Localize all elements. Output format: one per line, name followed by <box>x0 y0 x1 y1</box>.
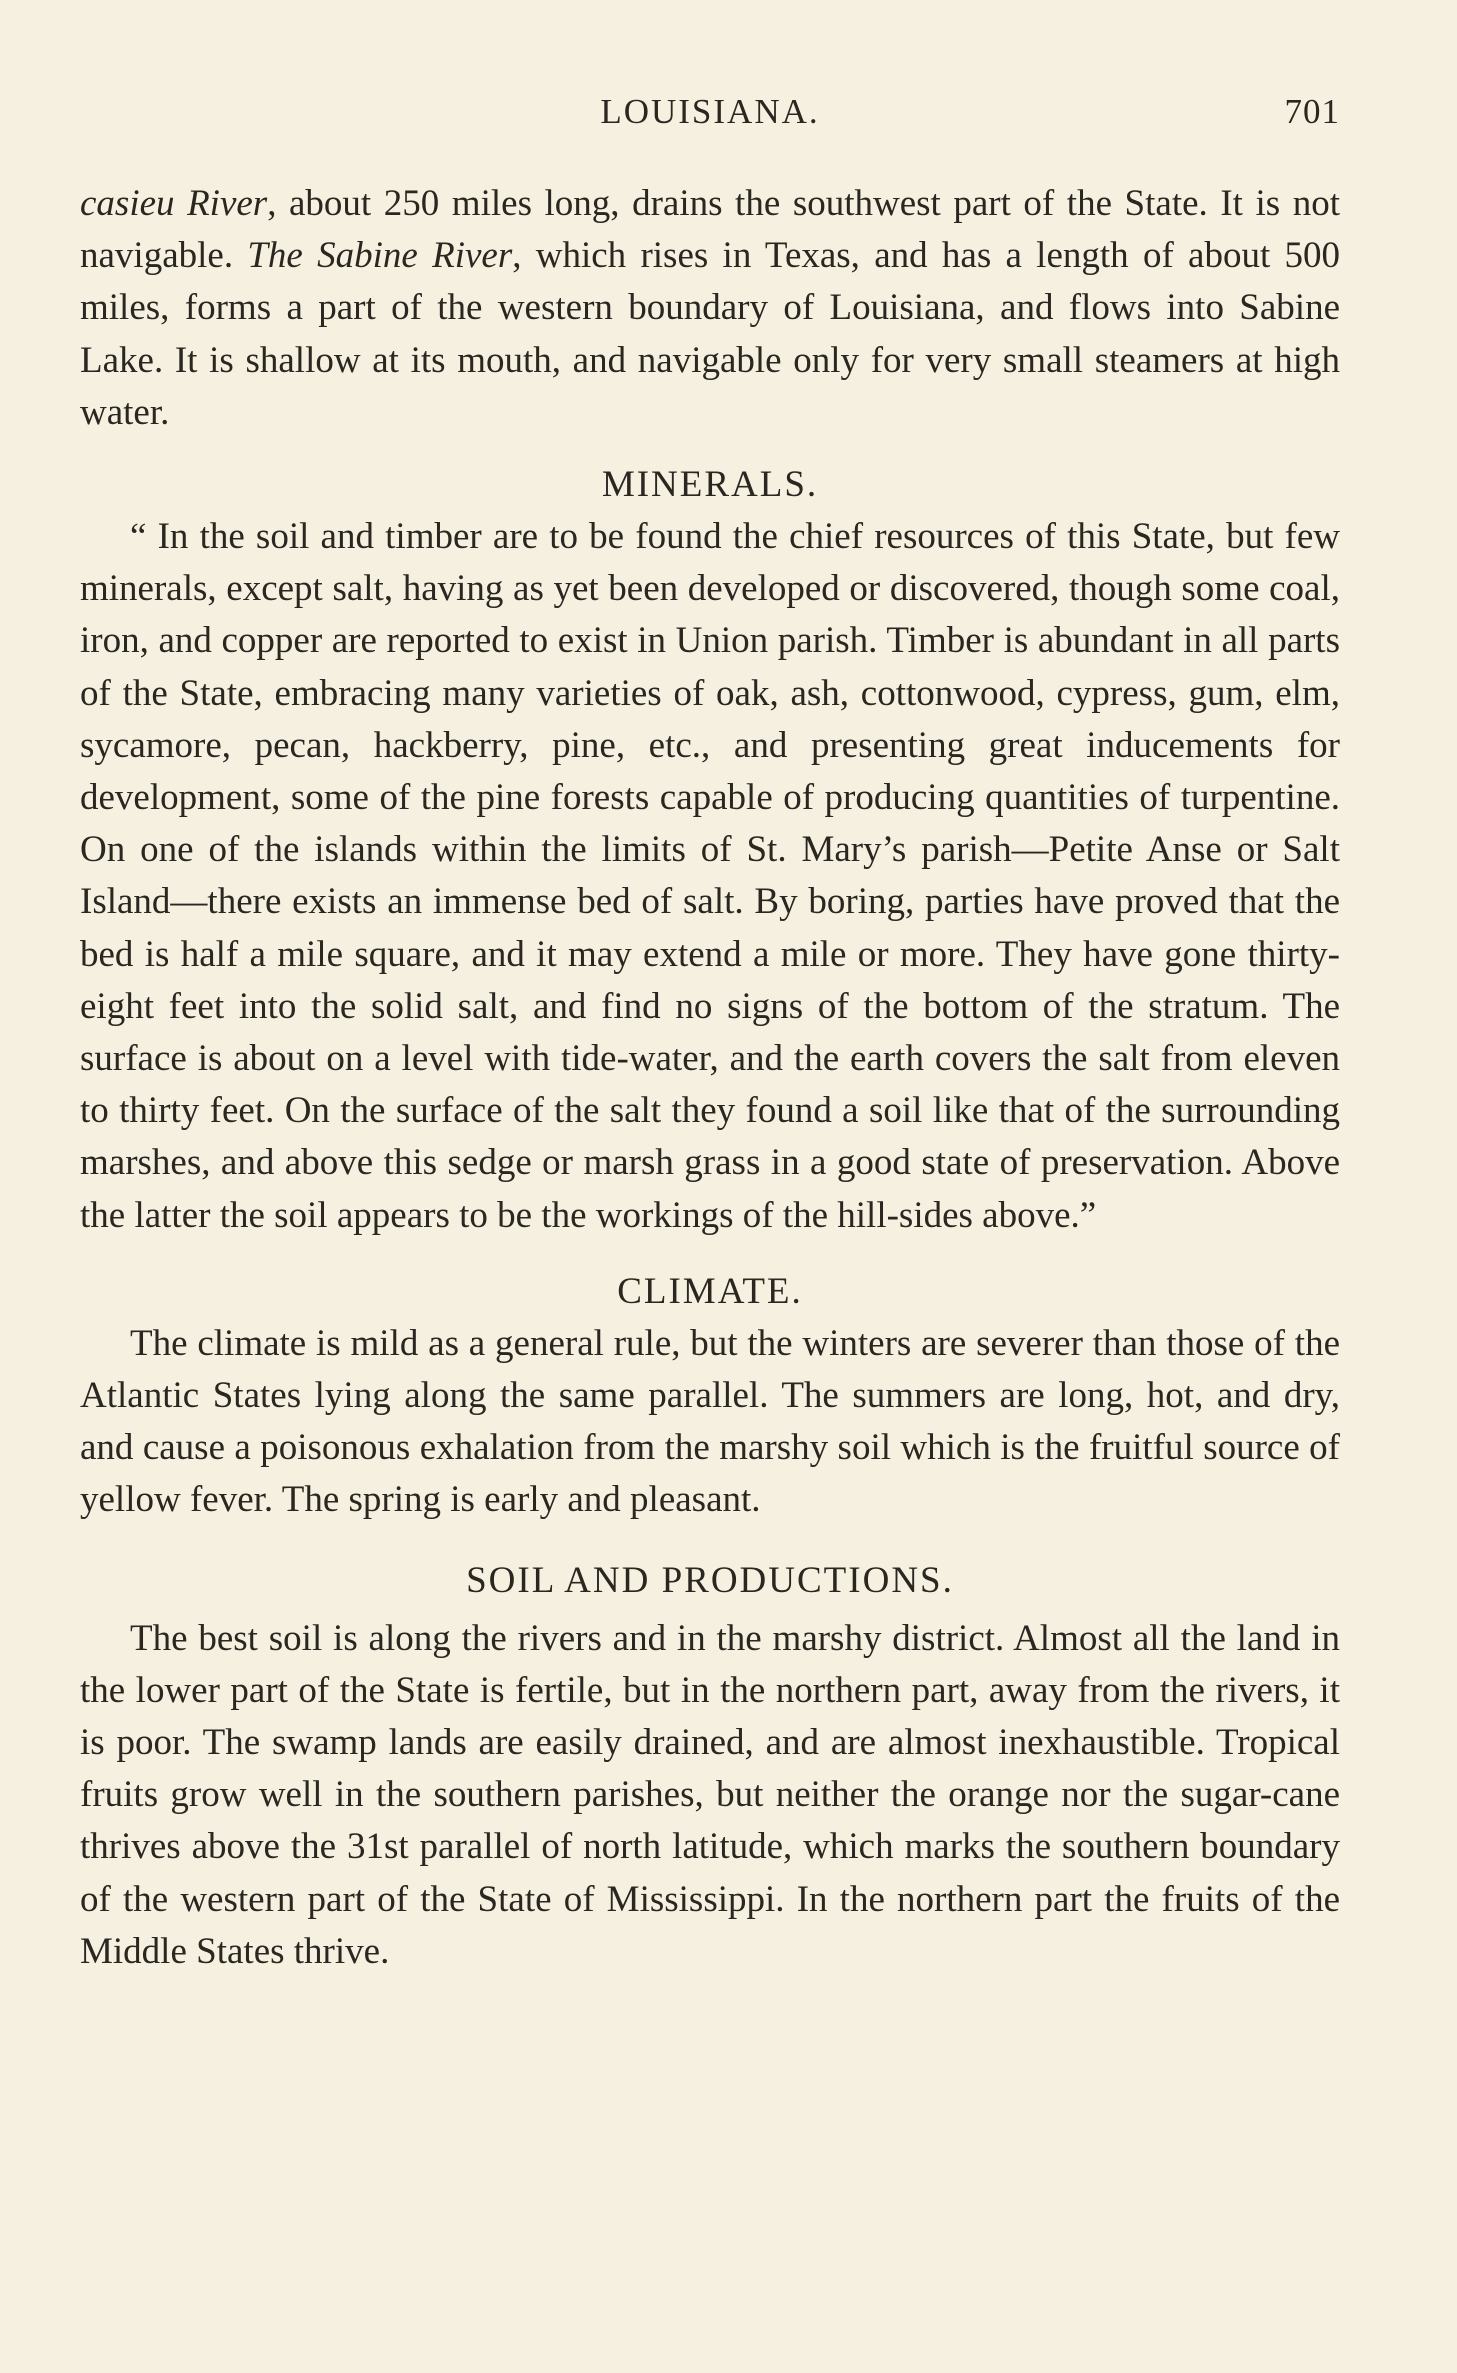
section-heading-climate: CLIMATE. <box>617 1270 803 1312</box>
running-head <box>80 92 1340 142</box>
intro-text-2: , which rises in Texas, and has a length of about 500 miles, forms a part of the western boundary of Louisiana, and flows into Sabine Lake. It is shallow at its mouth, and navigable only for very small steamers at high water. <box>80 235 1341 433</box>
page-body <box>80 178 1340 1978</box>
page-number: 701 <box>1284 92 1340 131</box>
section-heading-soil: SOIL AND PRODUCTIONS. <box>466 1559 954 1601</box>
minerals-paragraph: “ In the soil and timber are to be found the chief resources of this State, but few minerals, except salt, having as yet been developed or discovered, though some coal, iron, and copper are reported to exist in Union parish. Timber is abundant in all parts of the State, embracing many varieties of oak, ash, cottonwood, cypress, gum, elm, sycamore, pecan, hackberry, pine, etc., and presenting great inducements for development, some of the pine forests capable of producing quantities of turpentine. On one of the islands within the limits of St. Mary’s parish—Petite Anse or Salt Island—there exists an immense bed of salt. By boring, parties have proved that the bed is half a mile square, and it may extend a mile or more. They have gone thirty-eight feet into the solid salt, and find no signs of the bottom of the stratum. The surface is about on a level with tide-water, and the earth covers the salt from eleven to thirty feet. On the surface of the salt they found a soil like that of the surrounding marshes, and above this sedge or marsh grass in a good state of preservation. Above the latter the soil appears to be the workings of the hill-sides above.” <box>80 516 1340 1236</box>
section-heading-minerals: MINERALS. <box>601 464 819 506</box>
page-title: LOUISIANA. <box>600 92 820 131</box>
intro-text-1: , about 250 miles long, drains the southwest part of the State. It is not navigable. <box>80 183 1340 277</box>
river-name-sabine: The Sabine River <box>247 235 513 277</box>
soil-paragraph: The best soil is along the rivers and in the marshy district. Almost all the land in the lower part of the State is fertile, but in the northern part, away from the rivers, it is poor. The swamp lands are easily drained, and are almost inexhaustible. Tropical fruits grow well in the southern parishes, but neither the orange nor the sugar-cane thrives above the 31st parallel of north latitude, which marks the southern boundary of the western part of the State of Mississippi. In the northern part the fruits of the Middle States thrive. <box>80 1617 1340 1972</box>
intro-paragraph <box>80 178 1340 439</box>
climate-paragraph: The climate is mild as a general rule, but the winters are severer than those of the Atlantic States lying along the same parallel. The summers are long, hot, and dry, and cause a poisonous exhalation from the marshy soil which is the fruitful source of yellow fever. The spring is early and pleasant. <box>80 1322 1340 1521</box>
river-name-calcasieu: casieu River <box>80 183 268 224</box>
